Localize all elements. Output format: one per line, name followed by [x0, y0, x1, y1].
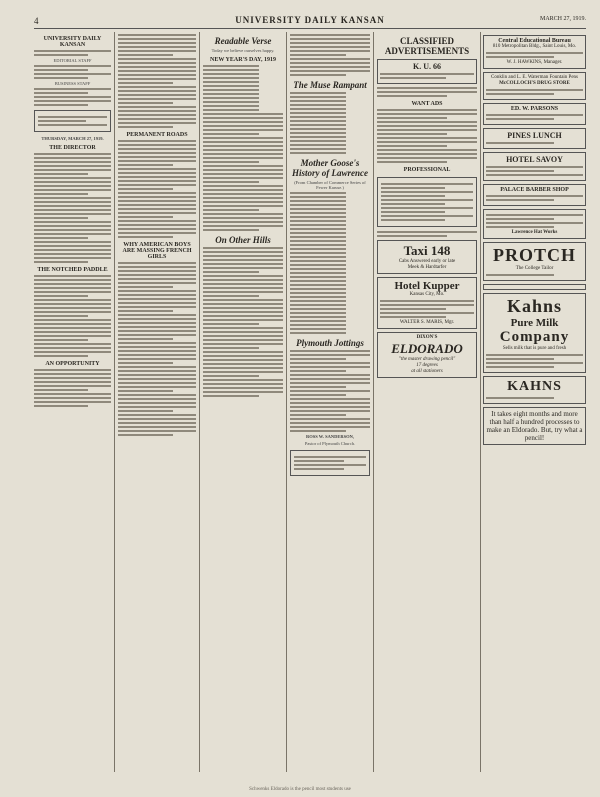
eldorado-degrees: 17 degrees: [416, 363, 438, 368]
hotel-kupper-city: Kansas City, Mo.: [409, 292, 445, 297]
other-hills-heading: On Other Hills: [215, 235, 271, 245]
column-5: [377, 32, 477, 772]
paper-name: UNIVERSITY DAILY KANSAN: [235, 15, 385, 25]
readable-verse-sub: Today we believe ourselves happy.: [211, 48, 275, 53]
column-1: [34, 32, 111, 772]
professional-heading: PROFESSIONAL: [403, 167, 451, 173]
kahns-company: Company: [499, 329, 570, 345]
staff-heading: EDITORIAL STAFF: [53, 58, 92, 63]
editorial-heading-director: THE DIRECTOR: [49, 145, 96, 151]
fountain-pens: Conklin and L. E. Waterman Fountain Pens: [491, 75, 578, 80]
column-2: [118, 32, 196, 772]
editorial-heading-boys: WHY AMERICAN BOYS ARE MASSING FRENCH GIRLS: [122, 242, 192, 260]
eldorado-text-ad: [483, 407, 586, 445]
mother-goose-heading: Mother Goose's History of Lawrence: [292, 158, 368, 178]
hotel-kupper-manager: WALTER S. MARIS, Mgr.: [399, 320, 455, 325]
hat-works-ad: [483, 209, 586, 239]
palace-barber-name: PALACE BARBER SHOP: [500, 187, 569, 193]
parsons-name: ED. W. PARSONS: [510, 106, 559, 112]
page-number: 4: [34, 16, 39, 26]
issue-date: MARCH 27, 1919.: [539, 16, 586, 22]
readable-verse-heading: Readable Verse: [214, 36, 272, 46]
parsons-ad: [483, 103, 586, 125]
kahns-pure-milk: Pure Milk: [510, 317, 559, 329]
taxi-owners: Meek & Hardtarfer: [407, 265, 447, 270]
bureau-address: 810 Metropolitan Bldg., Saint Louis, Mo.: [492, 44, 577, 49]
protch-name: PROTCH: [492, 245, 576, 265]
eldorado-copy: It takes eight months and more than half a hundred processes to make an Eldorado. But, try what a pencil!: [486, 410, 583, 442]
taxi-sub: Cabs Answered early or late: [398, 259, 456, 264]
pines-lunch-ad: [483, 128, 586, 149]
dixon-eldorado-ad: [377, 332, 477, 378]
muse-rampant-heading: The Muse Rampant: [293, 80, 367, 90]
eldorado-logo: ELDORADO: [391, 341, 463, 356]
editorial-heading-roads: PERMANENT ROADS: [126, 132, 188, 138]
dixon-brand: DIXON'S: [416, 335, 438, 340]
eldorado-tagline: "the master drawing pencil": [398, 357, 456, 362]
want-ads-heading: WANT ADS: [411, 101, 443, 107]
kahns-name: Kahns: [506, 296, 563, 316]
palace-barber-ad: [483, 184, 586, 206]
pastor-name: ROSS W. SANDERSON,: [305, 434, 355, 439]
kahns-store-name: KAHNS: [507, 379, 562, 394]
schulz-ad: [483, 284, 586, 290]
column-4: [290, 32, 370, 772]
taxi-ad: [377, 240, 477, 274]
bureau-name: Central Educational Bureau: [498, 38, 571, 44]
kahns-store-ad: [483, 376, 586, 404]
kahns-copy: Sells milk that is pure and fresh: [502, 346, 567, 351]
drug-store-name: McCOLLOCH'S DRUG STORE: [499, 81, 570, 86]
plymouth-jottings-heading: Plymouth Jottings: [296, 338, 364, 348]
protch-ad: [483, 242, 586, 281]
date-line: THURSDAY, MARCH 27, 1919.: [41, 136, 104, 141]
hawkins-manager: W. J. HAWKINS, Manager.: [506, 60, 563, 65]
bureau-ad: [483, 35, 586, 69]
poem-title: NEW YEAR'S DAY, 1919: [210, 57, 276, 63]
mother-goose-sub: (From Chamber of Commerce Series of Fewer Karuse.): [294, 180, 366, 190]
business-heading: BUSINESS STAFF: [54, 81, 91, 86]
protch-sub: The College Tailor: [515, 266, 554, 271]
classified-telephone: K. U. 66: [413, 62, 441, 71]
classified-heading: CLASSIFIED ADVERTISEMENTS: [384, 36, 470, 56]
subscription-box: [34, 110, 111, 132]
pines-lunch-name: PINES LUNCH: [507, 131, 562, 140]
editorial-heading-paddle: THE NOTCHED PADDLE: [37, 267, 108, 273]
hotel-kupper-ad: [377, 277, 477, 329]
column-3: [203, 32, 283, 772]
hotel-savoy-ad: [483, 152, 586, 181]
hotel-savoy-name: HOTEL SAVOY: [506, 155, 563, 164]
footer-credit: Schwenks Eldorado is the pencil most students use: [249, 787, 351, 792]
kahns-milk-ad: [483, 293, 586, 373]
eldorado-stationers: at all stationers: [411, 369, 443, 374]
column-6: [483, 32, 586, 772]
editorial-heading-opportunity: AN OPPORTUNITY: [45, 361, 100, 367]
drug-store-ad: [483, 72, 586, 100]
taxi-number: Taxi 148: [403, 243, 451, 258]
hat-works-name: Lawrence Hat Works: [511, 230, 558, 235]
classified-rates-box: [377, 59, 477, 84]
paper-title: UNIVERSITY DAILY KANSAN: [43, 36, 102, 48]
pastor-title: Pastor of Plymouth Church.: [304, 441, 356, 446]
masthead: [34, 14, 586, 29]
hotel-kupper-name: Hotel Kupper: [394, 280, 460, 292]
